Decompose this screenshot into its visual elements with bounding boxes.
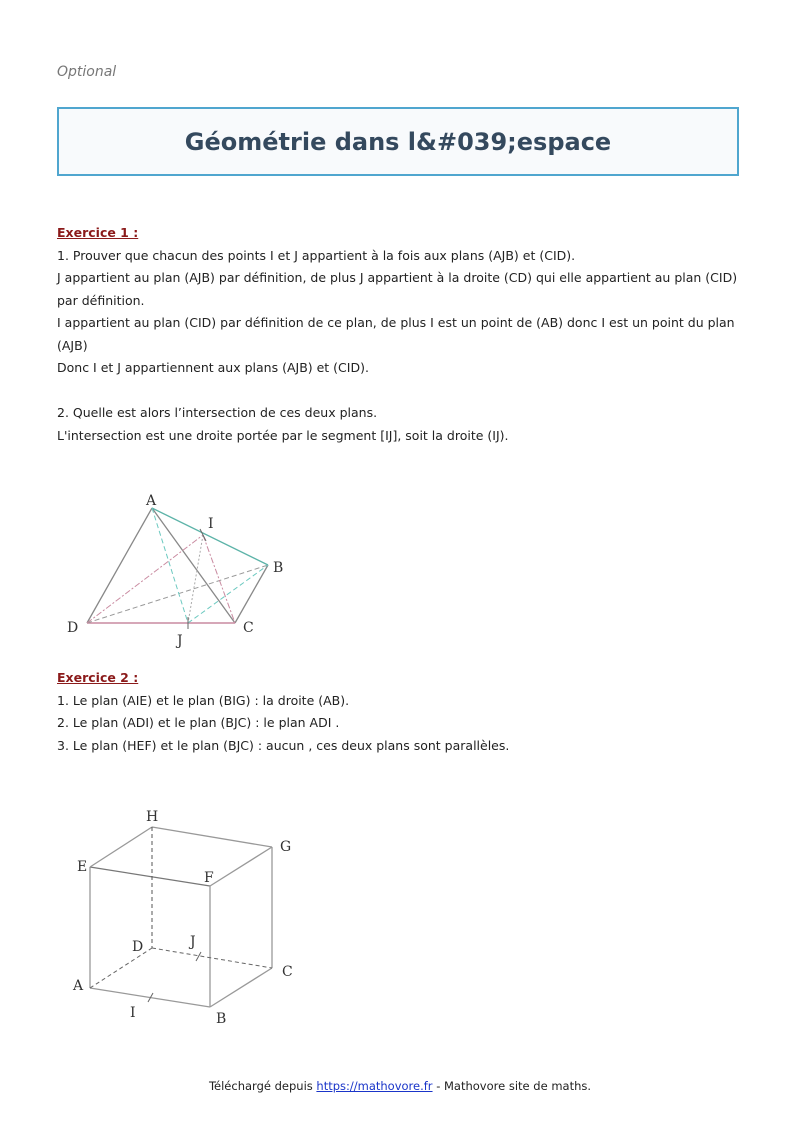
exercise-1-line: 2. Quelle est alors l’intersection de ces deux plans. [57, 405, 378, 420]
page-footer [0, 1079, 800, 1093]
exercise-1-heading: Exercice 1 : [57, 225, 139, 240]
edge-hg [152, 827, 272, 847]
tetrahedron-figure [60, 490, 300, 654]
point-label-b: B [216, 1011, 227, 1027]
exercise-1-line: I appartient au plan (CID) par définition de ce plan, de plus I est un point de (AB) donc I est un point du plan (AJB) [57, 315, 735, 353]
point-label-d: D [132, 939, 144, 955]
optional-label: Optional [57, 64, 117, 80]
point-label-j: J [177, 633, 183, 649]
midpoint-mark-j [196, 952, 201, 961]
exercise-1-line: L'intersection est une droite portée par le segment [IJ], soit la droite (IJ). [57, 427, 509, 443]
exercise-2-line: 1. Le plan (AIE) et le plan (BIG) : la droite (AB). [57, 692, 350, 708]
edge-eh [90, 827, 152, 867]
point-label-i: I [130, 1005, 136, 1021]
point-label-b: B [273, 560, 284, 576]
point-label-c: C [243, 620, 254, 636]
footer-suffix: - Mathovore site de maths. [432, 1079, 592, 1093]
point-label-c: C [282, 964, 293, 980]
exercise-1-line: Donc I et J appartiennent aux plans (AJB) et (CID). [57, 360, 369, 375]
exercise-2-body [57, 667, 747, 757]
point-label-g: G [280, 839, 292, 855]
footer-link[interactable]: https://mathovore.fr [316, 1079, 433, 1093]
cube-figure [60, 800, 310, 1034]
exercise-2-heading: Exercice 2 : [57, 670, 139, 685]
segment-di [87, 535, 203, 623]
point-label-h: H [146, 809, 159, 825]
edge-fg [210, 847, 272, 886]
edge-ac [152, 508, 235, 623]
page-title: Géométrie dans l&#039;espace [184, 127, 612, 156]
point-label-a: A [146, 493, 157, 509]
exercise-2-line: 2. Le plan (ADI) et le plan (BJC) : le plan ADI . [57, 715, 340, 730]
point-label-d: D [67, 620, 79, 636]
edge-bc [210, 968, 272, 1007]
segment-aj [152, 508, 188, 623]
edge-ef [90, 867, 210, 886]
segment-ic [203, 535, 235, 623]
hidden-edge-dc [152, 948, 272, 968]
point-label-e: E [77, 859, 88, 875]
segment-ij [188, 535, 203, 623]
midpoint-mark-i [200, 529, 206, 541]
point-label-i: I [208, 516, 214, 532]
point-label-f: F [204, 870, 214, 886]
exercise-1-line: J appartient au plan (AJB) par définition, de plus J appartient à la droite (CD) qui elle appartient au plan (CID) par définition. [57, 270, 738, 308]
point-label-a: A [73, 978, 84, 994]
exercise-1-line: 1. Prouver que chacun des points I et J appartient à la fois aux plans (AJB) et (CID). [57, 247, 576, 263]
exercise-2-line: 3. Le plan (HEF) et le plan (BJC) : aucun , ces deux plans sont parallèles. [57, 737, 510, 753]
document-body [57, 222, 747, 447]
title-box [57, 107, 739, 176]
footer-prefix: Téléchargé depuis [208, 1079, 317, 1093]
point-label-j: J [190, 934, 196, 950]
